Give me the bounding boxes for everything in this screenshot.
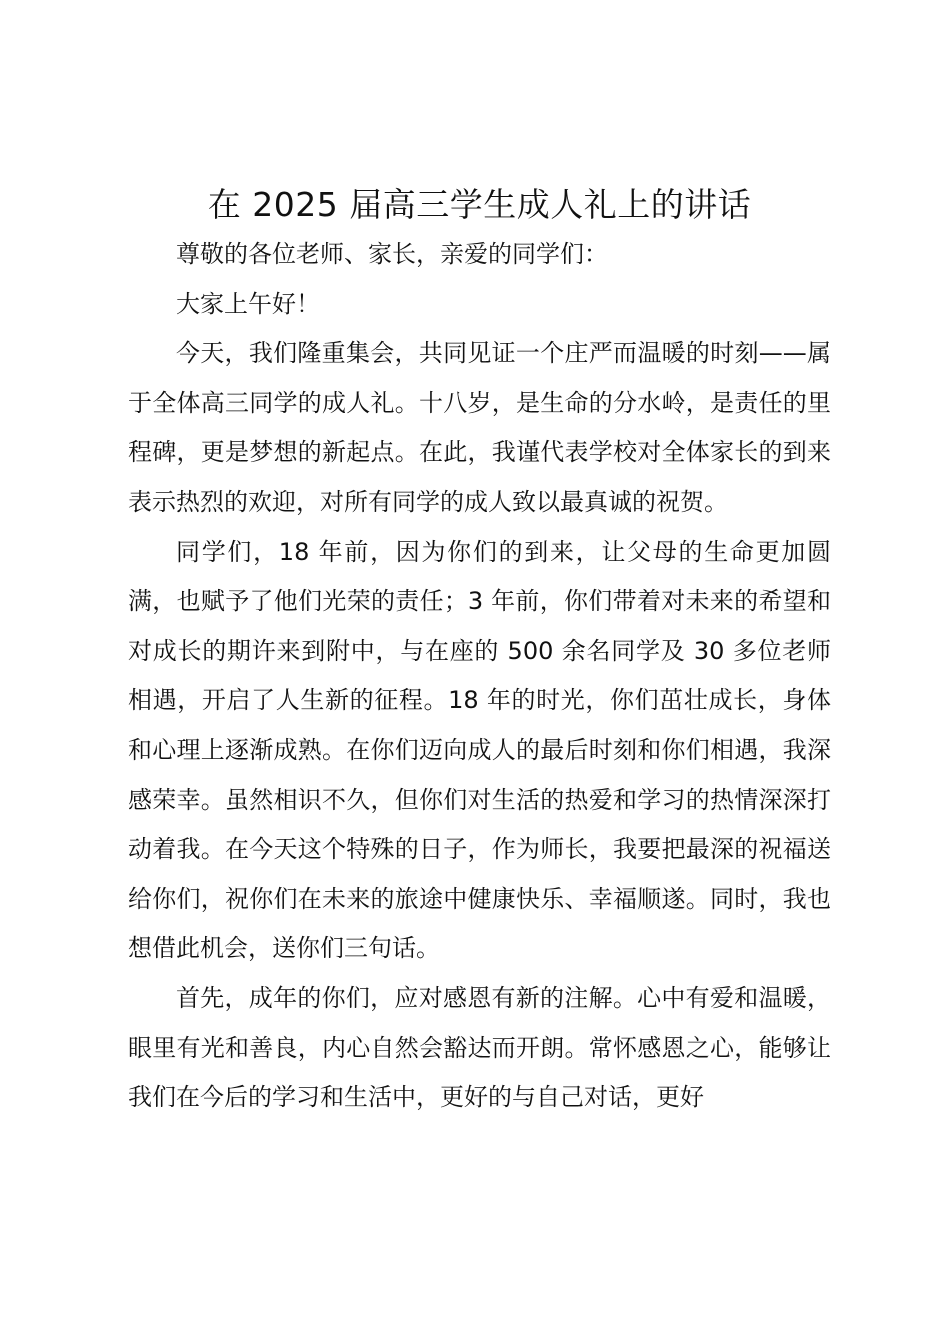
document-title: 在 2025 届高三学生成人礼上的讲话 bbox=[207, 185, 752, 224]
greeting-paragraph: 大家上午好！ bbox=[176, 289, 320, 318]
body-paragraph: 今天，我们隆重集会，共同见证一个庄严而温暖的时刻——属于全体高三同学的成人礼。十八岁，是生命的分水岭，是责任的里程碑，更是梦想的新起点。在此，我谨代表学校对全体家长的到来表示热烈的欢迎，对所有同学的成人致以最真诚的祝贺。 bbox=[128, 339, 831, 516]
body-paragraph: 同学们，18 年前，因为你们的到来，让父母的生命更加圆满，也赋予了他们光荣的责任；3 年前，你们带着对未来的希望和对成长的期许来到附中，与在座的 500 余名同学及 30 多位老师相遇，开启了人生新的征程。18 年的时光，你们茁壮成长，身体和心理上逐渐成熟。在你们迈向成人的最后时刻和你们相遇，我深感荣幸。虽然相识不久，但你们对生活的热爱和学习的热情深深打动着我。在今天这个特殊的日子，作为师长，我要把最深的祝福送给你们，祝你们在未来的旅途中健康快乐、幸福顺遂。同时，我也想借此机会，送你们三句话。 bbox=[128, 537, 831, 963]
salutation-paragraph: 尊敬的各位老师、家长，亲爱的同学们： bbox=[176, 240, 608, 268]
body-paragraph: 首先，成年的你们，应对感恩有新的注解。心中有爱和温暖，眼里有光和善良，内心自然会豁达而开朗。常怀感恩之心，能够让我们在今后的学习和生活中，更好的与自己对话，更好 bbox=[128, 983, 831, 1112]
document-body bbox=[128, 230, 831, 1123]
